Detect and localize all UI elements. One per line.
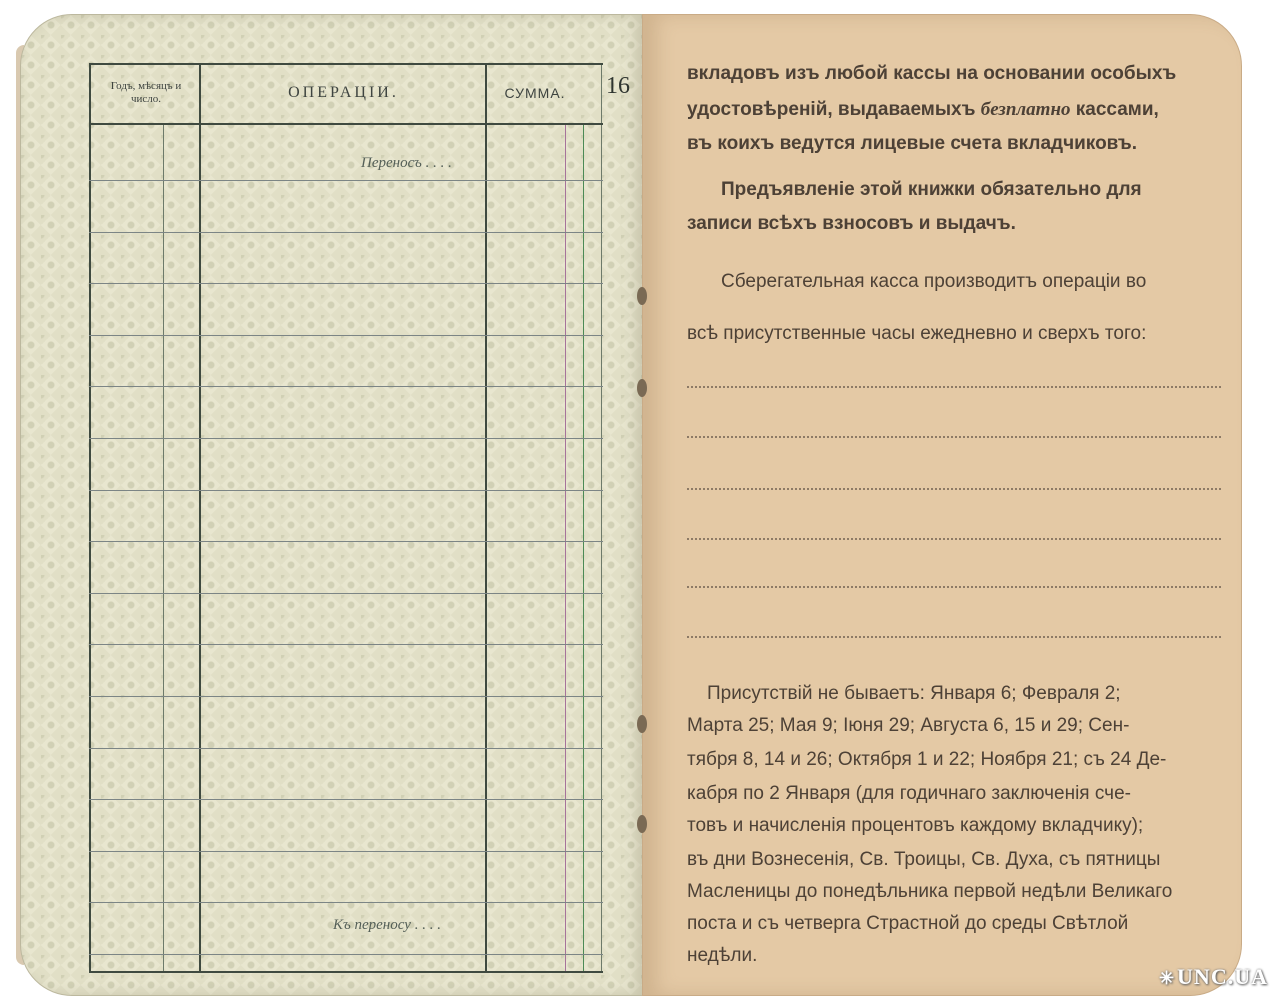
binding-stitch — [637, 815, 647, 833]
binding-stitch — [637, 287, 647, 305]
ledger-border-right — [601, 63, 602, 973]
text-fragment: удостовѣренiй, выдаваемыхъ — [687, 99, 981, 120]
ledger-row-rule — [89, 748, 603, 749]
column-header-operations: ОПЕРАЦIИ. — [288, 84, 399, 101]
ledger-row-rule — [89, 696, 603, 697]
text-line: Предъявленiе этой книжки обязательно для — [721, 179, 1142, 200]
ledger-row-rule — [89, 541, 603, 542]
text-line: въ коихъ ведутся лицевые счета вкладчиковъ. — [687, 133, 1138, 154]
ledger-row-rule — [89, 180, 603, 181]
rules-page — [642, 14, 1242, 996]
ledger-page — [20, 14, 644, 996]
watermark-logo — [1159, 964, 1268, 990]
text-emphasis: безплатно — [980, 99, 1071, 120]
ledger-table — [89, 63, 603, 973]
ledger-row-rule — [89, 902, 603, 903]
text-fragment: кассами, — [1070, 99, 1159, 120]
carry-in-label: Переносъ . . . . — [361, 155, 452, 171]
column-header-date: Годъ, мѣсяцъ и число. — [110, 80, 182, 105]
passbook-spread — [20, 14, 1260, 994]
text-line: Марта 25; Мая 9; Iюня 29; Августа 6, 15 и 29; Сен- — [687, 715, 1130, 736]
text-line: недѣли. — [687, 945, 758, 966]
ledger-row-rule — [89, 283, 603, 284]
ledger-row-rule — [89, 438, 603, 439]
fill-in-line — [687, 538, 1221, 540]
ledger-row-rule — [89, 799, 603, 800]
fill-in-line — [687, 636, 1221, 638]
ledger-row-rule — [89, 593, 603, 594]
text-line: Масленицы до понедѣльника первой недѣли Великаго — [687, 881, 1173, 902]
text-line: товъ и начисленiя процентовъ каждому вкладчику); — [687, 815, 1144, 836]
ledger-row-rule — [89, 386, 603, 387]
ledger-rule — [163, 123, 164, 973]
ledger-row-rule — [89, 335, 603, 336]
fill-in-line — [687, 436, 1221, 438]
ledger-border-left — [89, 63, 91, 973]
text-line: Сберегательная касса производитъ операцiи во — [721, 271, 1147, 292]
text-line: всѣ присутственные часы ежедневно и сверхъ того: — [687, 323, 1147, 344]
binding-stitch — [637, 379, 647, 397]
ledger-rule-green — [583, 123, 584, 973]
ledger-header-rule — [89, 123, 603, 125]
text-line: Присутствiй не бываетъ: Января 6; Февраля 2; — [707, 683, 1121, 704]
ledger-rule — [199, 63, 201, 973]
text-line: въ дни Вознесенiя, Св. Троицы, Св. Духа, съ пятницы — [687, 849, 1161, 870]
fill-in-line — [687, 586, 1221, 588]
text-line: тября 8, 14 и 26; Октября 1 и 22; Ноября 21; съ 24 Де- — [687, 749, 1167, 770]
watermark-text: UNC.UA — [1177, 964, 1268, 989]
carry-out-label: Къ переносу . . . . — [333, 917, 441, 933]
ledger-row-rule — [89, 644, 603, 645]
fill-in-line — [687, 488, 1221, 490]
fill-in-line — [687, 386, 1221, 388]
ledger-rule — [485, 63, 487, 973]
star-icon: ✳ — [1158, 968, 1176, 988]
text-line — [687, 99, 1159, 121]
ledger-row-rule — [89, 954, 603, 955]
text-line: вкладовъ изъ любой кассы на основании особыхъ — [687, 63, 1177, 84]
ledger-bottom-border — [89, 971, 603, 973]
binding-stitch — [637, 715, 647, 733]
ledger-row-rule — [89, 232, 603, 233]
ledger-row-rule — [89, 490, 603, 491]
text-line: поста и съ четверга Страстной до среды Свѣтлой — [687, 913, 1129, 934]
text-line: кабря по 2 Января (для годичнаго заключенiя сче- — [687, 783, 1131, 804]
ledger-row-rule — [89, 851, 603, 852]
text-line: записи всѣхъ взносовъ и выдачъ. — [687, 213, 1016, 234]
ledger-rule-pink — [565, 123, 566, 973]
column-header-sum: СУММА. — [504, 85, 566, 101]
page-number: 16 — [606, 73, 630, 99]
